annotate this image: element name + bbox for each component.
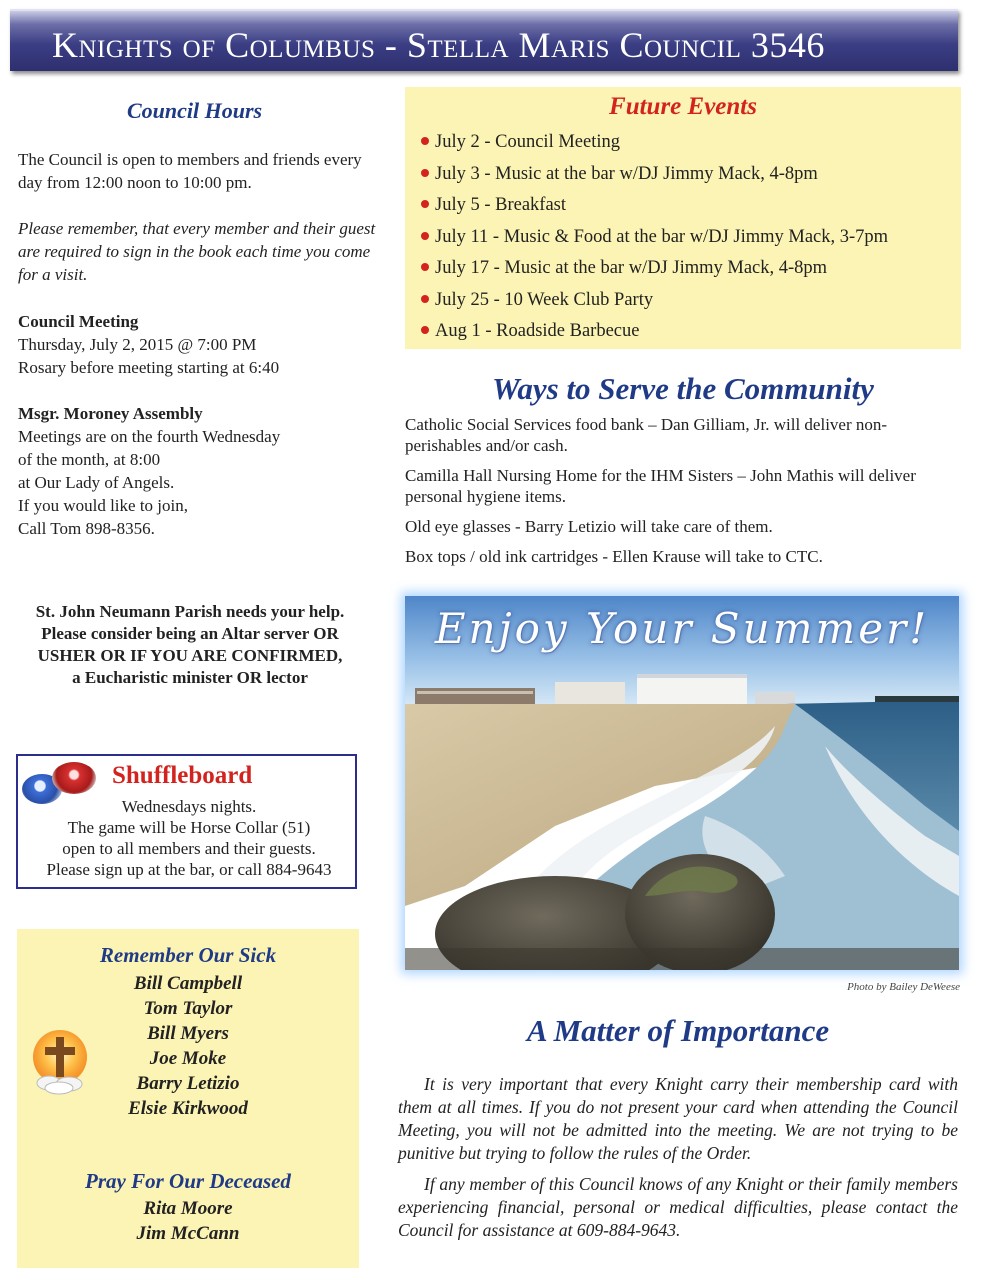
cross-icon <box>31 1027 89 1097</box>
importance-text <box>398 1073 958 1250</box>
shuffleboard-line: open to all members and their guests. <box>62 839 316 858</box>
bullet-icon <box>421 232 429 240</box>
future-events-box <box>405 87 961 349</box>
event-text: July 5 - Breakfast <box>435 195 567 215</box>
deceased-name: Rita Moore <box>143 1198 233 1219</box>
event-item <box>421 222 951 254</box>
future-events-list <box>421 127 951 348</box>
assembly-line: If you would like to join, <box>18 496 188 515</box>
serve-item: Catholic Social Services food bank – Dan Gilliam, Jr. will deliver non-perishables and/or cash. <box>405 415 888 455</box>
parish-help-notice <box>14 601 366 689</box>
enjoy-summer-text: Enjoy Your Summer! <box>434 604 930 653</box>
council-meeting-line: Rosary before meeting starting at 6:40 <box>18 358 280 377</box>
serve-community-list <box>405 414 961 576</box>
sick-deceased-box <box>17 929 359 1268</box>
event-text: Aug 1 - Roadside Barbecue <box>435 321 640 341</box>
parish-help-line: USHER OR IF YOU ARE CONFIRMED, <box>37 646 343 665</box>
shuffleboard-text <box>26 796 352 880</box>
council-hours-heading: Council Hours <box>127 98 263 123</box>
event-item <box>421 190 951 222</box>
assembly-line: at Our Lady of Angels. <box>18 473 175 492</box>
sick-name: Joe Moke <box>149 1048 227 1069</box>
event-item <box>421 253 951 285</box>
photo-caption: Photo by Bailey DeWeese <box>847 981 960 993</box>
event-text: July 2 - Council Meeting <box>435 132 620 152</box>
assembly-line: Call Tom 898-8356. <box>18 519 155 538</box>
event-item <box>421 127 951 159</box>
event-item <box>421 159 951 191</box>
event-text: July 25 - 10 Week Club Party <box>435 289 654 310</box>
shuffleboard-box <box>16 754 357 889</box>
event-item <box>421 316 951 348</box>
page-title: Knights of Columbus - Stella Maris Council 3546 <box>52 25 825 65</box>
assembly-block <box>18 402 388 540</box>
shuffleboard-line: The game will be Horse Collar (51) <box>67 818 311 837</box>
event-text: July 17 - Music at the bar w/DJ Jimmy Mack, 4-8pm <box>435 258 828 278</box>
sick-heading: Remember Our Sick <box>99 943 277 967</box>
deceased-names-list <box>17 1196 359 1246</box>
bullet-icon <box>421 263 429 271</box>
parish-help-line: a Eucharistic minister OR lector <box>72 668 308 687</box>
council-hours-text: The Council is open to members and friends every day from 12:00 noon to 10:00 pm. <box>18 150 362 192</box>
bullet-icon <box>421 200 429 208</box>
shuffleboard-line: Wednesdays nights. <box>121 797 257 816</box>
beach-photo <box>405 596 959 970</box>
assembly-label: Msgr. Moroney Assembly <box>18 404 203 423</box>
header-banner <box>10 9 958 71</box>
parish-help-line: St. John Neumann Parish needs your help. <box>35 602 345 621</box>
sick-name: Elsie Kirkwood <box>128 1098 248 1119</box>
shuffleboard-line: Please sign up at the bar, or call 884-9643 <box>46 860 332 879</box>
assembly-line: of the month, at 8:00 <box>18 450 161 469</box>
bullet-icon <box>421 137 429 145</box>
council-meeting-line: Thursday, July 2, 2015 @ 7:00 PM <box>18 335 257 354</box>
deceased-name: Jim McCann <box>136 1223 240 1244</box>
importance-paragraph: It is very important that every Knight carry their membership card with them at all times. If you do not present your card when attending the Council Meeting, you will not be admitted into the meeting. We are not trying to be punitive but trying to follow the rules of the Order. <box>398 1074 958 1163</box>
sick-name: Barry Letizio <box>136 1073 240 1094</box>
shuffleboard-title: Shuffleboard <box>112 762 253 789</box>
sick-name: Tom Taylor <box>143 998 233 1019</box>
event-text: July 3 - Music at the bar w/DJ Jimmy Mack, 4-8pm <box>435 163 818 184</box>
serve-item: Old eye glasses - Barry Letizio will take care of them. <box>405 517 773 536</box>
event-text: July 11 - Music & Food at the bar w/DJ Jimmy Mack, 3-7pm <box>435 226 889 247</box>
bullet-icon <box>421 169 429 177</box>
future-events-heading: Future Events <box>609 93 757 120</box>
serve-item: Box tops / old ink cartridges - Ellen Krause will take to CTC. <box>405 547 823 566</box>
bullet-icon <box>421 326 429 334</box>
event-item <box>421 285 951 317</box>
sign-in-note: Please remember, that every member and their guest are required to sign in the book each time you come for a visit. <box>18 219 376 284</box>
bullet-icon <box>421 295 429 303</box>
sick-name: Bill Myers <box>147 1023 229 1044</box>
importance-heading: A Matter of Importance <box>526 1013 830 1048</box>
council-meeting-block <box>18 310 388 379</box>
assembly-line: Meetings are on the fourth Wednesday <box>18 427 281 446</box>
sick-name: Bill Campbell <box>133 973 243 994</box>
serve-item: Camilla Hall Nursing Home for the IHM Sisters – John Mathis will deliver personal hygiene items. <box>405 466 916 506</box>
council-meeting-label: Council Meeting <box>18 312 139 331</box>
parish-help-line: Please consider being an Altar server OR <box>41 624 339 643</box>
importance-paragraph: If any member of this Council knows of any Knight or their family members experiencing financial, personal or medical difficulties, please contact the Council for assistance at 609-884-9643. <box>398 1174 958 1240</box>
serve-community-heading: Ways to Serve the Community <box>492 371 874 406</box>
deceased-heading: Pray For Our Deceased <box>85 1169 291 1193</box>
